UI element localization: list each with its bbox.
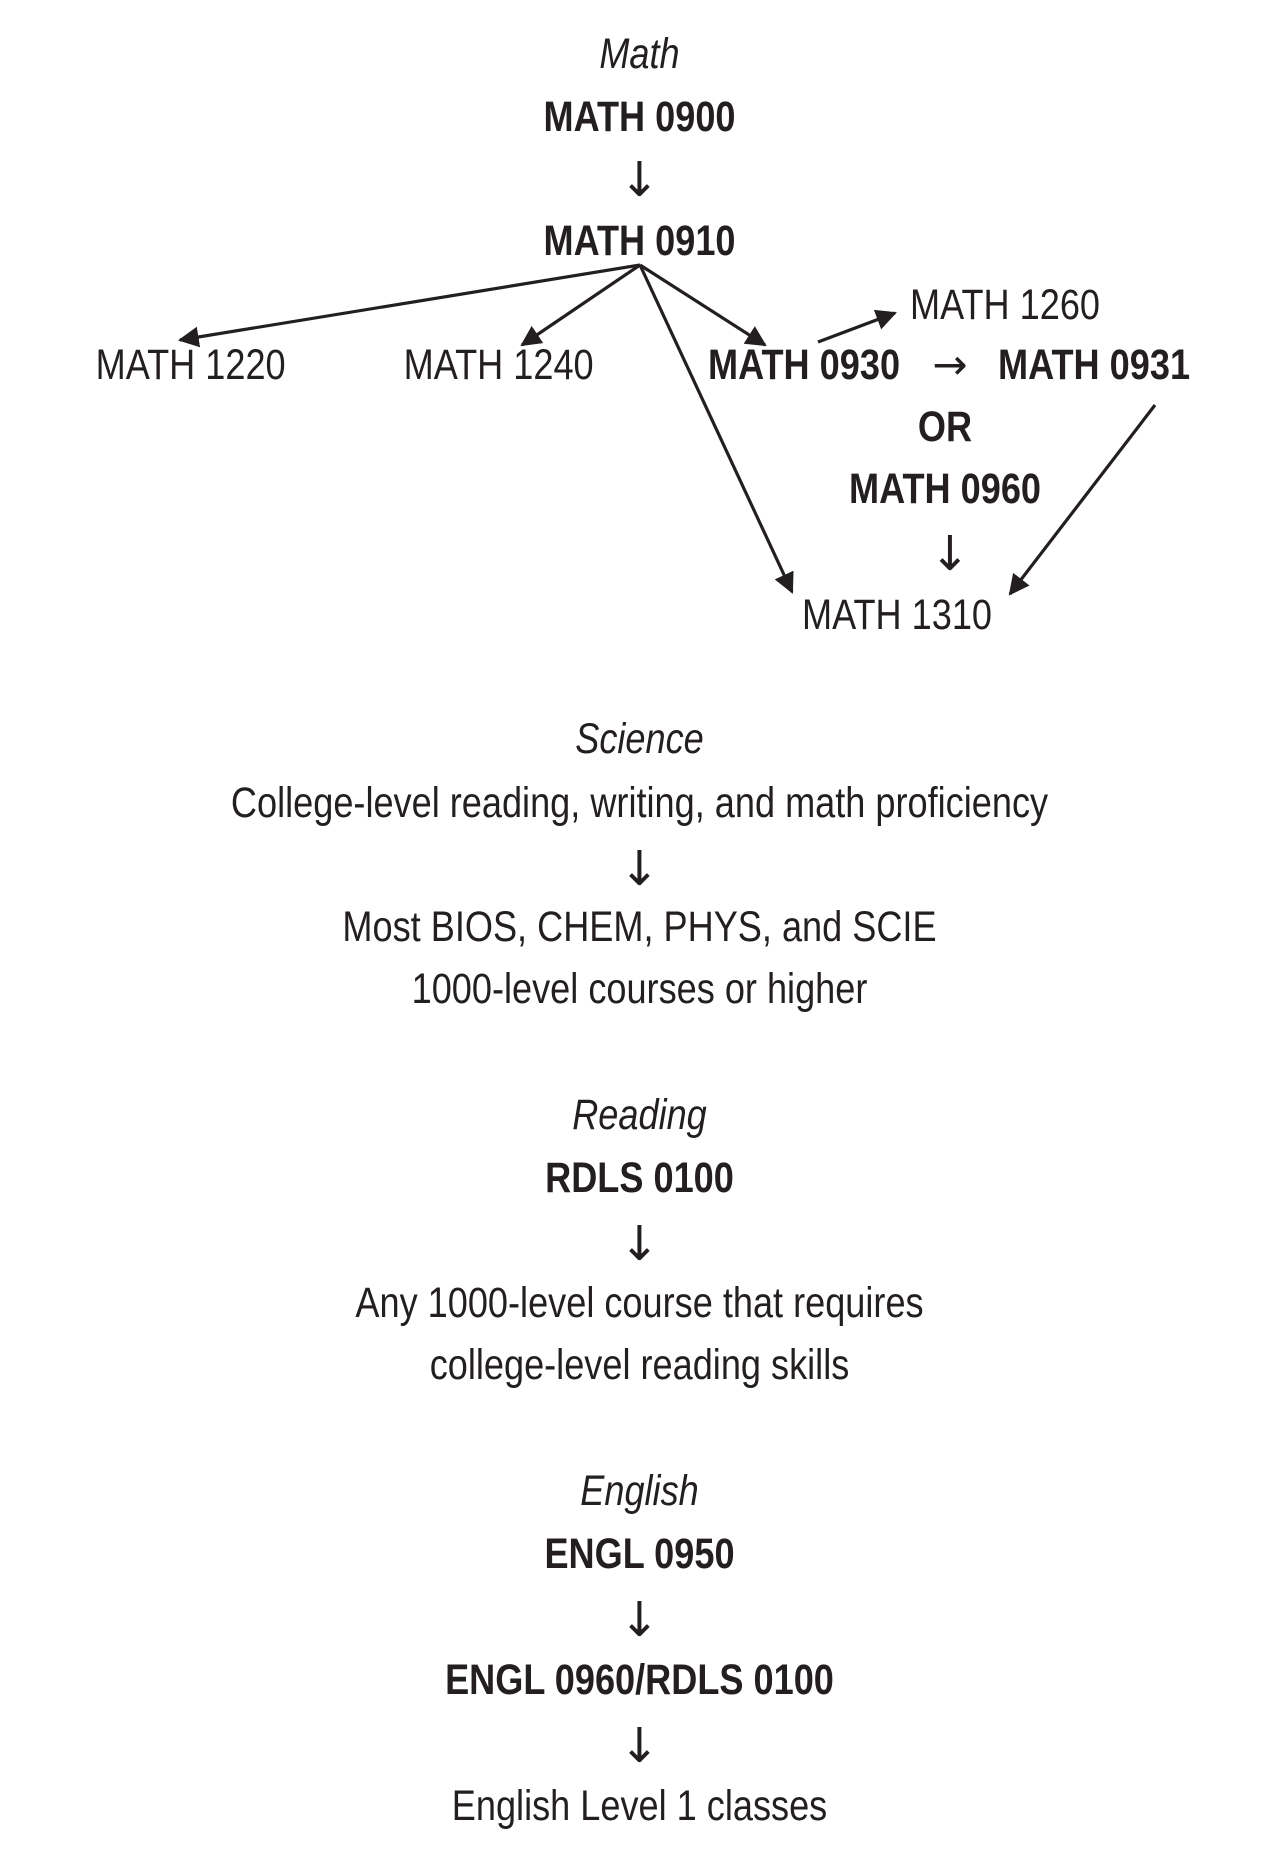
english-level-1-target: English Level 1 classes: [451, 1782, 828, 1830]
edge-0930-to-1260: [818, 313, 895, 342]
down-arrow-icon: ↓: [619, 152, 660, 208]
rdls-0100-node: RDLS 0100: [545, 1154, 734, 1202]
reading-target-line1: Any 1000-level course that requires: [355, 1279, 924, 1327]
engl-0960-rdls-0100-node: ENGL 0960/RDLS 0100: [445, 1656, 834, 1704]
science-heading: Science: [575, 715, 704, 763]
math-0960-node: MATH 0960: [848, 465, 1042, 513]
or-label: OR: [917, 403, 973, 451]
edge-0910-to-1240: [522, 265, 640, 345]
right-arrow-icon: →: [932, 340, 968, 389]
down-arrow-icon: ↓: [619, 1592, 660, 1648]
science-prerequisite: College-level reading, writing, and math proficiency: [230, 779, 1049, 827]
math-1240-node: MATH 1240: [403, 341, 594, 389]
math-0900-node: MATH 0900: [543, 93, 736, 141]
math-0910-node: MATH 0910: [543, 217, 736, 265]
down-arrow-icon: ↓: [619, 1216, 660, 1272]
math-0931-node: MATH 0931: [998, 341, 1191, 389]
english-heading: English: [580, 1467, 699, 1515]
math-1220-node: MATH 1220: [95, 341, 286, 389]
down-arrow-icon: ↓: [619, 841, 660, 897]
engl-0950-node: ENGL 0950: [544, 1530, 735, 1578]
science-target-line1: Most BIOS, CHEM, PHYS, and SCIE: [342, 903, 937, 951]
edge-0910-to-1220: [180, 265, 640, 340]
math-1310-node: MATH 1310: [801, 591, 993, 639]
reading-target-line2: college-level reading skills: [429, 1341, 850, 1389]
down-arrow-icon: ↓: [929, 526, 971, 582]
science-target-line2: 1000-level courses or higher: [411, 965, 868, 1013]
math-0930-node: MATH 0930: [708, 341, 901, 389]
reading-heading: Reading: [572, 1091, 707, 1139]
math-1260-node: MATH 1260: [909, 281, 1101, 329]
math-heading: Math: [599, 30, 680, 78]
down-arrow-icon: ↓: [619, 1718, 660, 1774]
